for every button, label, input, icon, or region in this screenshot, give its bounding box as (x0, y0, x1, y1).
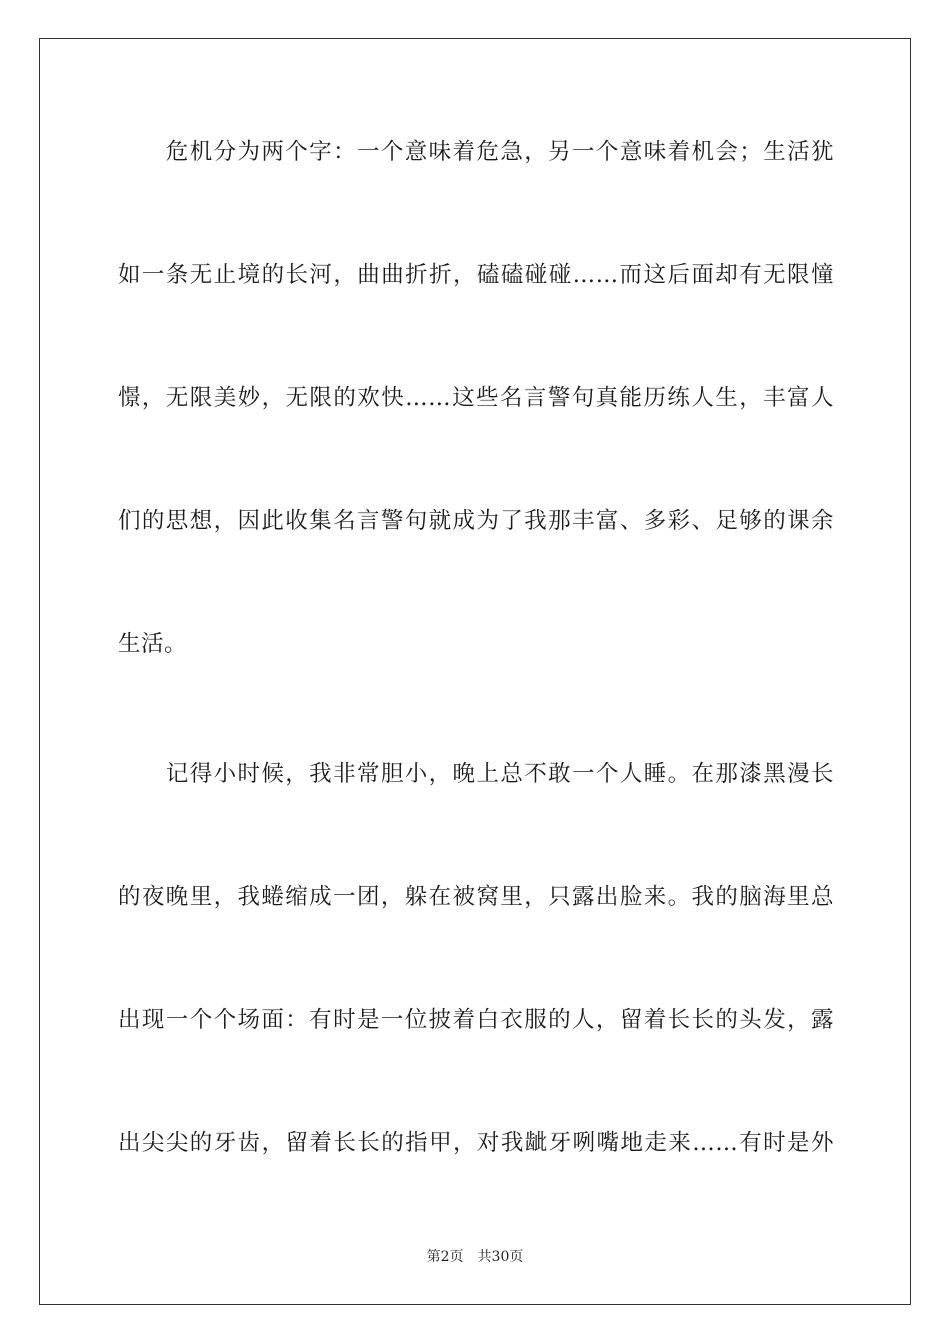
page-number: 第2页 (426, 1249, 464, 1265)
text-line: 出现一个个场面：有时是一位披着白衣服的人，留着长长的头发，露 (118, 1007, 834, 1033)
total-pages: 共30页 (477, 1249, 524, 1265)
text-line: 如一条无止境的长河，曲曲折折，磕磕碰碰……而这后面却有无限憧 (118, 262, 834, 288)
page-footer (0, 1248, 950, 1266)
text-line: 生活。 (118, 631, 188, 657)
text-line: 憬，无限美妙，无限的欢快……这些名言警句真能历练人生，丰富人 (118, 385, 834, 411)
text-line: 危机分为两个字：一个意味着危急，另一个意味着机会；生活犹 (118, 139, 834, 165)
text-line: 出尖尖的牙齿，留着长长的指甲，对我龇牙咧嘴地走来……有时是外 (118, 1130, 834, 1156)
text-line: 的夜晚里，我蜷缩成一团，躲在被窝里，只露出脸来。我的脑海里总 (118, 884, 834, 910)
text-line: 记得小时候，我非常胆小，晚上总不敢一个人睡。在那漆黑漫长 (118, 761, 834, 787)
text-line: 们的思想，因此收集名言警句就成为了我那丰富、多彩、足够的课余 (118, 508, 834, 534)
page-frame (39, 38, 911, 1305)
